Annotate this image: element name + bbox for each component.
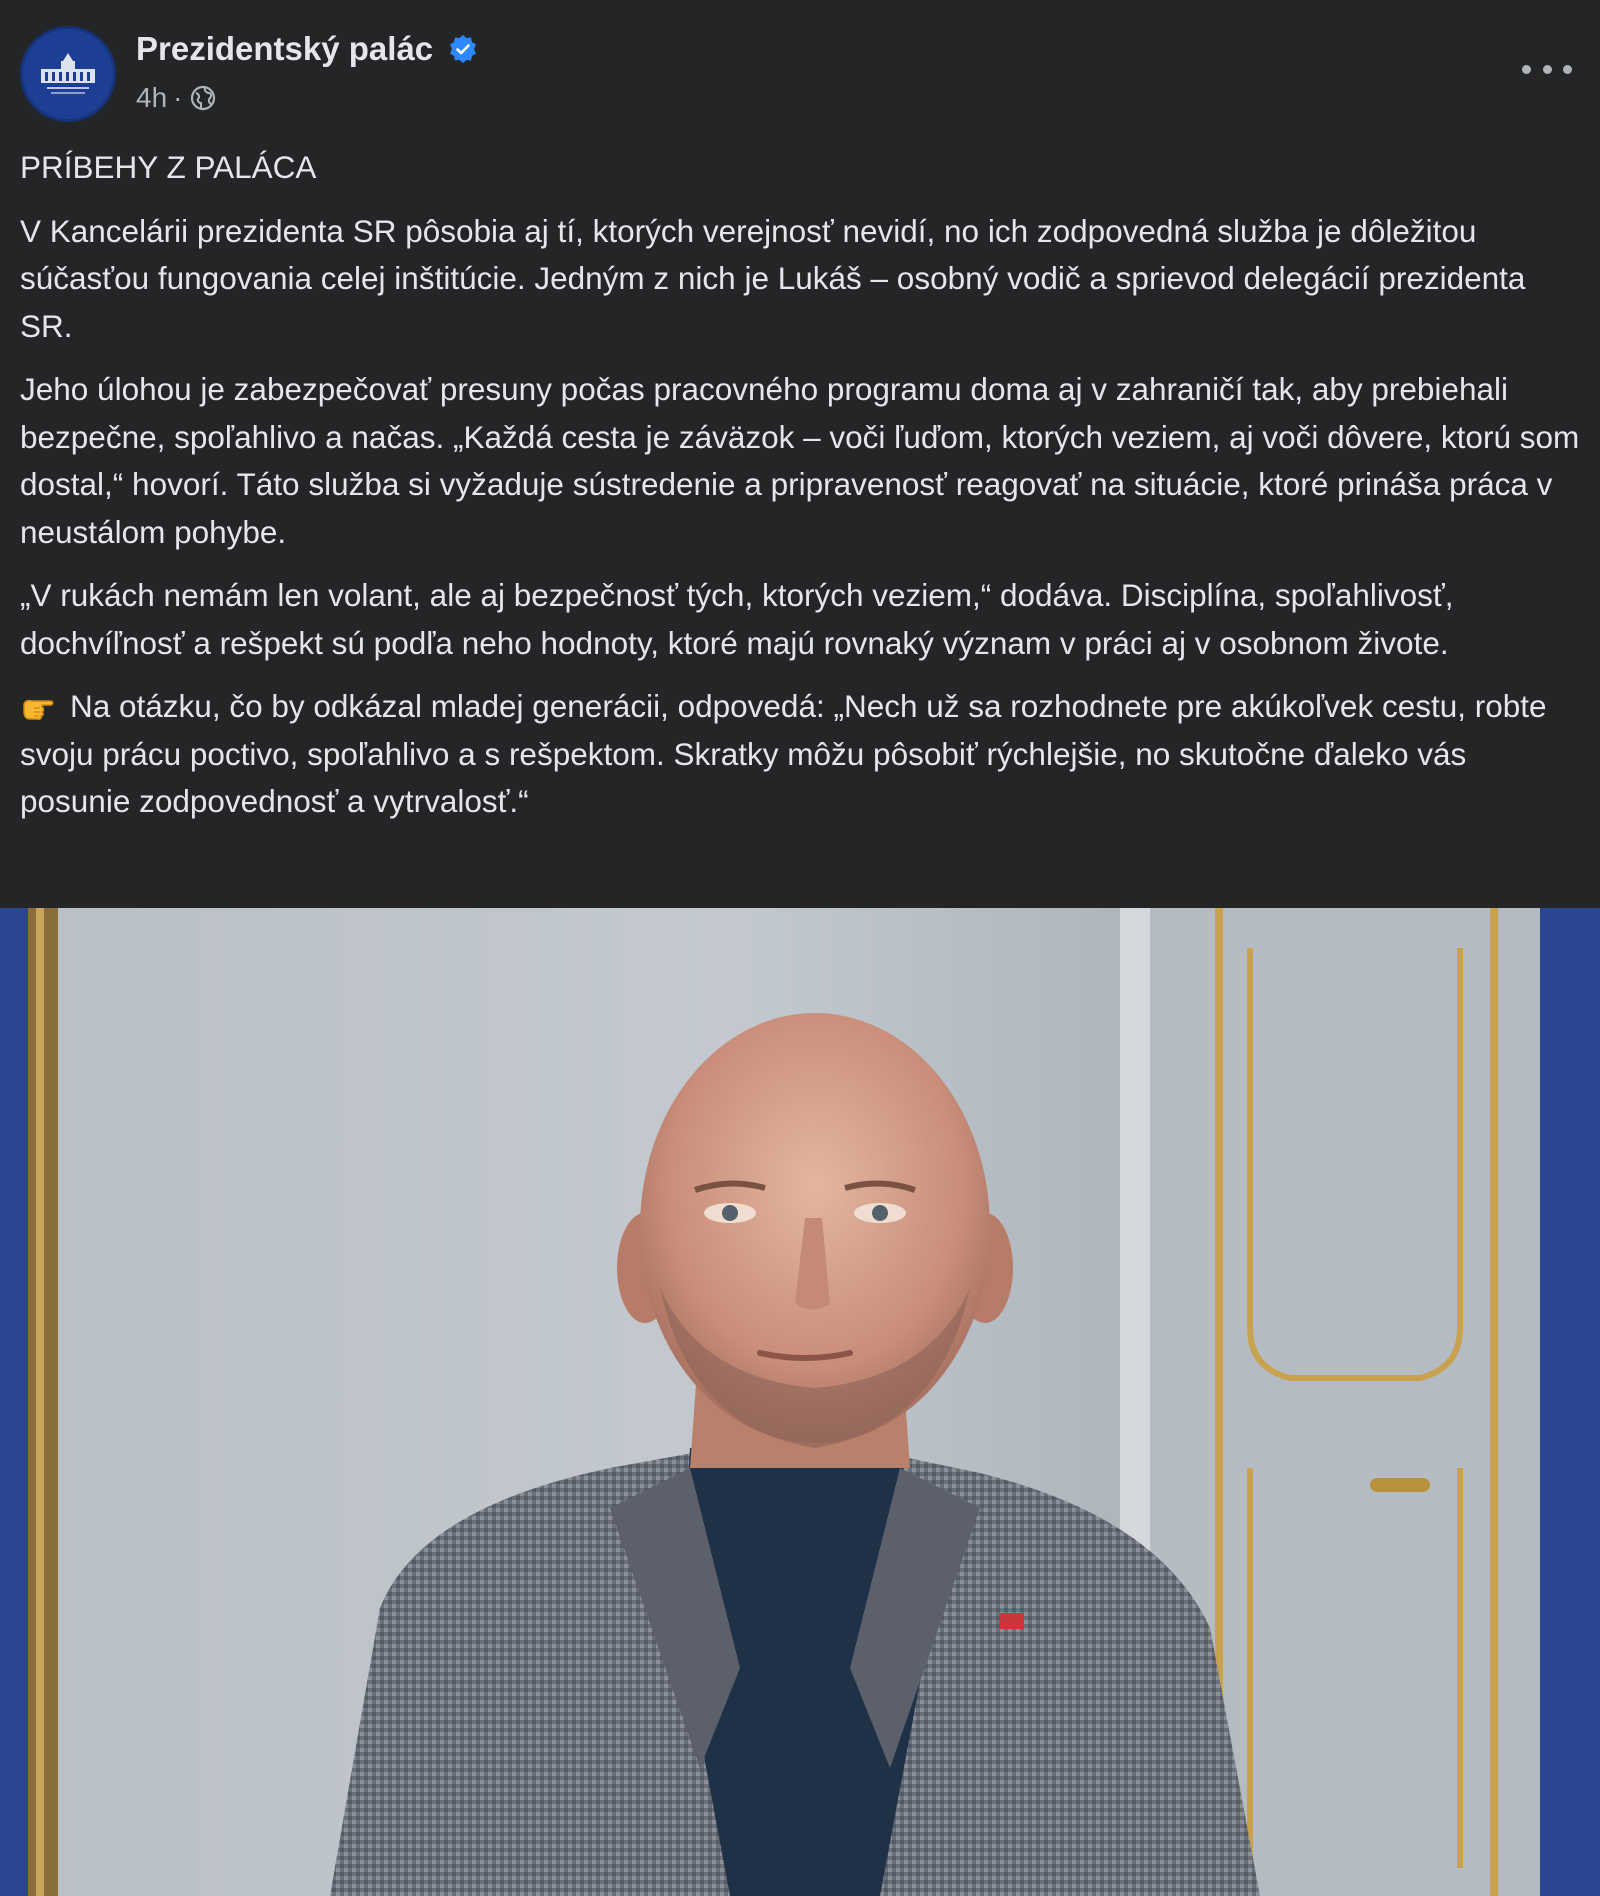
presidential-palace-logo xyxy=(33,49,103,99)
more-dot xyxy=(1543,65,1552,74)
post-text xyxy=(20,144,1582,842)
meta-separator: · xyxy=(173,82,183,113)
page-name-link[interactable]: Prezidentský palác xyxy=(136,30,434,67)
page-avatar[interactable] xyxy=(20,26,116,122)
post-paragraph: V Kancelárii prezidenta SR pôsobia aj tí, ktorých verejnosť nevidí, no ich zodpovedná služba je dôležitou súčasťou fungovania celej inštitúcie. Jedným z nich je Lukáš – osobný vodič a sprievod delegácií prezidenta SR. xyxy=(20,212,1526,344)
globe-icon[interactable] xyxy=(190,85,216,111)
post-header xyxy=(0,0,1600,140)
more-options-button[interactable] xyxy=(1522,54,1572,84)
more-dot xyxy=(1563,65,1572,74)
verified-badge-icon xyxy=(448,34,478,64)
post-paragraph-last xyxy=(20,683,1582,826)
portrait-photo xyxy=(0,908,1600,1896)
post-heading: PRÍBEHY Z PALÁCA xyxy=(20,149,317,185)
post-paragraph-text: Na otázku, čo by odkázal mladej generácii, odpovedá: „Nech už sa rozhodnete pre akúkoľvek cestu, robte svoju prácu poctivo, spoľahlivo a s rešpektom. Skratky môžu pôsobiť rýchlejšie, no skutočne ďaleko vás posunie zodpovednosť a vytrvalosť.“ xyxy=(20,688,1547,819)
post-time[interactable]: 4h xyxy=(136,82,168,113)
more-horizontal-icon xyxy=(1522,65,1531,74)
pointing-hand-icon xyxy=(20,691,60,721)
post-paragraph: Jeho úlohou je zabezpečovať presuny počas pracovného programu doma aj v zahraničí tak, aby prebiehali bezpečne, spoľahlivo a načas. „Každá cesta je záväzok – voči ľuďom, ktorých veziem, aj voči dôvere, ktorú som dostal,“ hovorí. Táto služba si vyžaduje sústredenie a pripravenosť reagovať na situácie, ktoré prináša práca v neustálom pohybe. xyxy=(20,371,1580,550)
post-meta xyxy=(136,80,216,116)
post-paragraph: „V rukách nemám len volant, ale aj bezpečnosť tých, ktorých veziem,“ dodáva. Disciplína, spoľahlivosť, dochvíľnosť a rešpekt sú podľa neho hodnoty, ktoré majú rovnaký význam v práci aj v osobnom živote. xyxy=(20,577,1454,661)
post-photo[interactable] xyxy=(0,908,1600,1896)
